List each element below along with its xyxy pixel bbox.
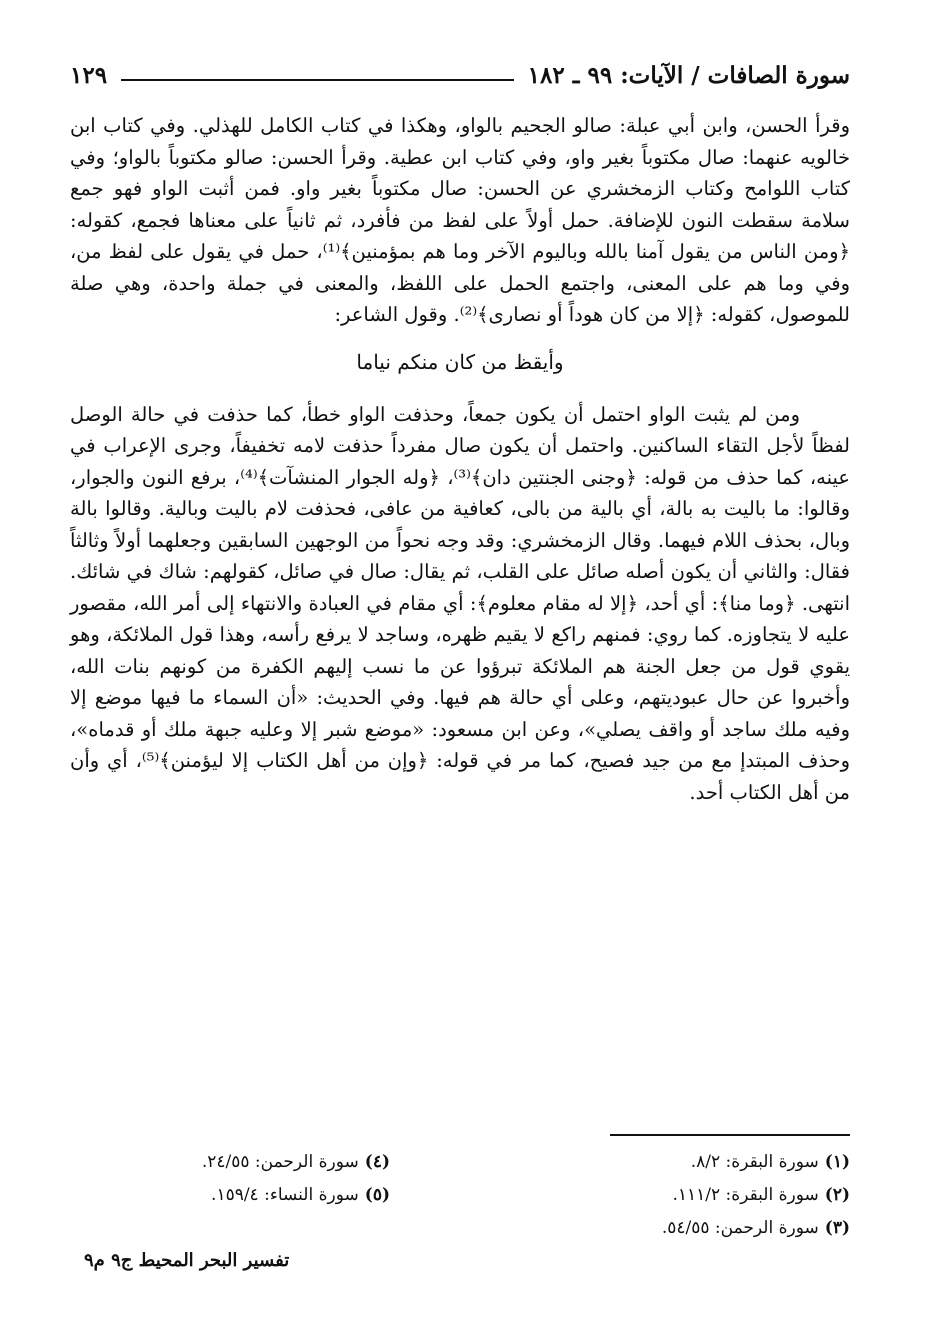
footnotes-column-left	[30, 1146, 390, 1212]
footnote-text: سورة الرحمن: ٥٤/٥٥.	[661, 1218, 819, 1238]
header-rule	[121, 79, 514, 81]
footnote-item	[30, 1179, 390, 1212]
main-text	[70, 110, 850, 808]
paragraph: ومن لم يثبت الواو احتمل أن يكون جمعاً، وحذفت الواو خطأ، كما حذفت في حالة الوصل لفظاً لأجل التقاء الساكنين. واحتمل أن يكون صال مفرداً حذفت لامه تخفيفاً، وجرى الإعراب في عينه، كما حذف من قوله: ﴿وجنى الجنتين دان﴾⁽³⁾، ﴿وله الجوار المنشآت﴾⁽⁴⁾، برفع النون والجوار، وقالوا: ما باليت به بالة، أي بالية من بالى، كعافية من عافى، فحذفت لام باليت وبالية. وقالوا بالة وبال، بحذف اللام فيهما. وقال الزمخشري: وقد وجه نحواً من الوجهين السابقين وجعلهما أولاً وثالثاً فقال: والثاني أن يكون أصله صائل على القلب، ثم يقال: صال في صائل، كقولهم: شاك في شائك. انتهى. ﴿وما منا﴾: أي أحد، ﴿إلا له مقام معلوم﴾: أي مقام في العبادة والانتهاء إلى أمر الله، مقصور عليه لا يتجاوزه. كما روي: فمنهم راكع لا يقيم ظهره، وساجد لا يرفع رأسه، وهذا قول الملائكة، وهو يقوي قول من جعل الجنة هم الملائكة تبرؤوا عن ما نسب إليهم الكفرة من كونهم بنات الله، وأخبروا عن حال عبوديتهم، وعلى أي حالة هم فيها. وفي الحديث: «أن السماء ما فيها موضع إلا وفيه ملك ساجد أو واقف يصلي»، وعن ابن مسعود: «موضع شبر إلا وعليه جبهة ملك أو قدماه»، وحذف المبتدإ مع من جيد فصيح، كما مر في قوله: ﴿وإن من أهل الكتاب إلا ليؤمنن﴾⁽⁵⁾، أي وأن من أهل الكتاب أحد.	[70, 402, 850, 804]
footnote-number: (٤)	[364, 1152, 390, 1172]
footnote-text: سورة البقرة: ٨/٢.	[690, 1152, 819, 1172]
footnote-number: (١)	[824, 1152, 850, 1172]
poetry-verse: وأيقظ من كان منكم نياما	[356, 349, 564, 374]
paragraph: وقرأ الحسن، وابن أبي عبلة: صالو الجحيم بالواو، وهكذا في كتاب الكامل للهذلي. وفي كتاب ابن خالويه عنهما: صال مكتوباً بغير واو، وفي كتاب ابن عطية. وقرأ الحسن: صالو مكتوباً بالواو؛ وفي كتاب اللوامح وكتاب الزمخشري عن الحسن: صال مكتوباً بغير واو. فمن أثبت الواو فهو جمع سلامة سقطت النون للإضافة. حمل أولاً على لفظ من فأفرد، ثم ثانياً على معناها فجمع، كقوله: ﴿ومن الناس من يقول آمنا بالله وباليوم الآخر وما هم بمؤمنين﴾⁽¹⁾، حمل في يقول على لفظ من، وفي وما هم على المعنى، واجتمع الحمل على اللفظ، والمعنى في جملة واحدة، وهي صلة للموصول، كقوله: ﴿إلا من كان هوداً أو نصارى﴾⁽²⁾. وقول الشاعر:	[70, 114, 850, 326]
footnotes	[70, 1146, 850, 1246]
footnote-number: (٣)	[824, 1218, 850, 1238]
footnote-text: سورة النساء: ١٥٩/٤.	[211, 1185, 359, 1205]
footnote-item	[450, 1146, 850, 1179]
printer-signature: تفسير البحر المحيط ج٩ م٩	[84, 1250, 290, 1271]
footnote-item	[450, 1212, 850, 1245]
footnotes-column-right	[450, 1146, 850, 1245]
header-title: سورة الصافات / الآيات: ٩٩ ـ ١٨٢	[527, 61, 850, 89]
footnote-item	[450, 1179, 850, 1212]
footnote-number: (٢)	[824, 1185, 850, 1205]
footnote-text: سورة الرحمن: ٢٤/٥٥.	[201, 1152, 359, 1172]
running-header	[70, 58, 850, 92]
page-number: ١٢٩	[70, 61, 108, 89]
footnote-text: سورة البقرة: ١١١/٢.	[672, 1185, 819, 1205]
footnote-item	[30, 1146, 390, 1179]
footnote-number: (٥)	[364, 1185, 390, 1205]
footnote-separator	[610, 1134, 850, 1136]
